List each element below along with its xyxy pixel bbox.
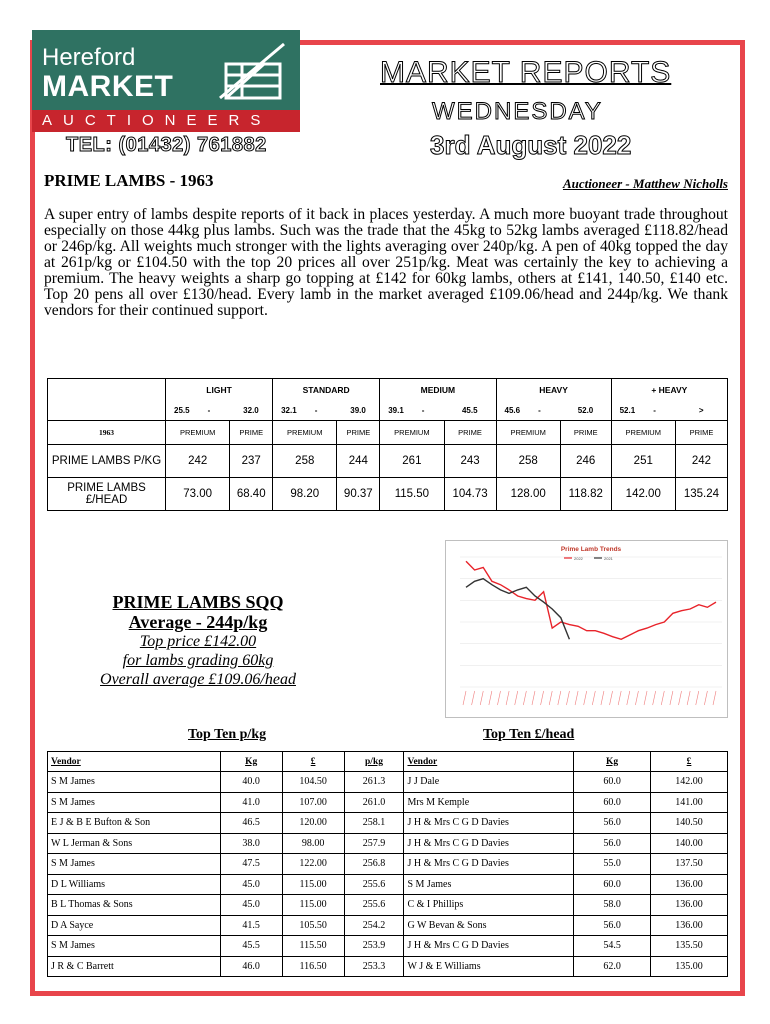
range-dash: - xyxy=(207,405,211,415)
x-tick-mark xyxy=(472,691,475,705)
head-value: 128.00 xyxy=(496,478,560,511)
head-value: 90.37 xyxy=(337,478,380,511)
pkg-cell: 253.3 xyxy=(344,956,404,977)
section-title: PRIME LAMBS - 1963 xyxy=(44,171,214,190)
range-from-cell xyxy=(166,401,230,421)
sqq-title: PRIME LAMBS SQQ xyxy=(112,592,284,612)
kg-cell: 40.0 xyxy=(220,772,282,793)
kg-2-cell: 56.0 xyxy=(574,813,651,834)
sqq-overall: Overall average £109.06/head xyxy=(100,671,296,688)
head-value: 142.00 xyxy=(611,478,675,511)
grade-premium: PREMIUM xyxy=(273,421,337,445)
kg-cell: 41.5 xyxy=(220,915,282,936)
x-tick-mark xyxy=(532,691,535,705)
gate-icon xyxy=(212,38,288,104)
x-tick-mark xyxy=(515,691,518,705)
pkg-cell: 261.3 xyxy=(344,772,404,793)
vendor-cell: D L Williams xyxy=(48,874,221,895)
head-value: 73.00 xyxy=(166,478,230,511)
pkg-value: 258 xyxy=(273,445,337,478)
pkg-value: 246 xyxy=(560,445,611,478)
head-value: 68.40 xyxy=(230,478,273,511)
table-row xyxy=(48,833,728,854)
x-tick-mark xyxy=(558,691,561,705)
kg-2-cell: 60.0 xyxy=(574,874,651,895)
price-2-cell: 140.50 xyxy=(651,813,728,834)
pkg-value: 251 xyxy=(611,445,675,478)
table-row xyxy=(48,792,728,813)
price-cell: 105.50 xyxy=(282,915,344,936)
x-tick-mark xyxy=(523,691,526,705)
range-dash: - xyxy=(653,405,656,415)
x-tick-mark xyxy=(584,691,587,705)
range-from-cell xyxy=(496,401,560,421)
header-vendor: Vendor xyxy=(48,752,221,772)
price-cell: 115.50 xyxy=(282,936,344,957)
range-from-cell xyxy=(380,401,444,421)
vendor-cell: J R & C Barrett xyxy=(48,956,221,977)
price-2-cell: 135.00 xyxy=(651,956,728,977)
x-tick-mark xyxy=(506,691,509,705)
vendor-2-cell: W J & E Williams xyxy=(404,956,574,977)
x-tick-mark xyxy=(704,691,707,705)
pkg-value: 261 xyxy=(380,445,444,478)
report-date: 3rd August 2022 xyxy=(430,130,632,160)
group-heavy: HEAVY xyxy=(496,379,611,401)
vendor-2-cell: G W Bevan & Sons xyxy=(404,915,574,936)
vendor-2-cell: J H & Mrs C G D Davies xyxy=(404,854,574,875)
vendor-cell: S M James xyxy=(48,936,221,957)
price-cell: 115.00 xyxy=(282,874,344,895)
pkg-cell: 255.6 xyxy=(344,895,404,916)
price-table-corner xyxy=(48,379,166,421)
auctioneer-name: Auctioneer - Matthew Nicholls xyxy=(562,176,728,191)
range-to: 39.0 xyxy=(350,405,366,415)
x-tick-mark xyxy=(713,691,716,705)
price-2-cell: 141.00 xyxy=(651,792,728,813)
pkg-cell: 257.9 xyxy=(344,833,404,854)
table-row xyxy=(48,854,728,875)
kg-cell: 38.0 xyxy=(220,833,282,854)
x-tick-mark xyxy=(575,691,578,705)
trend-chart xyxy=(445,540,728,718)
x-tick-mark xyxy=(463,691,466,705)
head-row-label: PRIME LAMBS £/HEAD xyxy=(48,478,166,511)
price-2-cell: 137.50 xyxy=(651,854,728,875)
kg-2-cell: 58.0 xyxy=(574,895,651,916)
pkg-value: 243 xyxy=(444,445,496,478)
head-value: 98.20 xyxy=(273,478,337,511)
price-table-year: 1963 xyxy=(48,421,166,445)
legend-label: 2022 xyxy=(574,556,583,561)
price-2-cell: 136.00 xyxy=(651,895,728,916)
kg-cell: 45.0 xyxy=(220,874,282,895)
x-tick-mark xyxy=(610,691,613,705)
header-kg-2: Kg xyxy=(574,752,651,772)
pkg-cell: 255.6 xyxy=(344,874,404,895)
head-value: 135.24 xyxy=(675,478,727,511)
logo-band xyxy=(32,110,300,132)
x-tick-mark xyxy=(618,691,621,705)
group-plus-heavy: + HEAVY xyxy=(611,379,727,401)
series-line xyxy=(466,579,569,640)
kg-2-cell: 60.0 xyxy=(574,772,651,793)
head-value: 118.82 xyxy=(560,478,611,511)
vendor-cell: D A Sayce xyxy=(48,915,221,936)
table-row xyxy=(48,915,728,936)
head-value: 115.50 xyxy=(380,478,444,511)
vendor-cell: B L Thomas & Sons xyxy=(48,895,221,916)
range-dash: - xyxy=(421,405,425,415)
x-tick-mark xyxy=(592,691,595,705)
report-title: MARKET REPORTS xyxy=(380,56,672,89)
header-gbp: £ xyxy=(282,752,344,772)
vendor-2-cell: J H & Mrs C G D Davies xyxy=(404,833,574,854)
head-row xyxy=(48,478,728,511)
table-row xyxy=(48,874,728,895)
pkg-value: 237 xyxy=(230,445,273,478)
price-2-cell: 136.00 xyxy=(651,915,728,936)
vendor-2-cell: S M James xyxy=(404,874,574,895)
table-row xyxy=(48,936,728,957)
logo-line-2: MARKET xyxy=(42,70,174,103)
vendor-cell: S M James xyxy=(48,854,221,875)
x-tick-mark xyxy=(541,691,544,705)
range-from: 52.1 xyxy=(619,405,636,415)
grade-premium: PREMIUM xyxy=(166,421,230,445)
range-to: 52.0 xyxy=(577,405,594,415)
range-from: 45.6 xyxy=(504,405,521,415)
x-tick-mark xyxy=(670,691,673,705)
sqq-summary xyxy=(60,592,336,689)
x-tick-mark xyxy=(653,691,656,705)
range-to-cell xyxy=(675,401,727,421)
logo-band-text: AUCTIONEERS xyxy=(42,112,272,129)
sqq-grading: for lambs grading 60kg xyxy=(122,652,274,669)
range-to-cell xyxy=(230,401,273,421)
price-2-cell: 140.00 xyxy=(651,833,728,854)
price-cell: 115.00 xyxy=(282,895,344,916)
telephone: TEL: (01432) 761882 xyxy=(66,134,267,156)
price-cell: 122.00 xyxy=(282,854,344,875)
kg-2-cell: 60.0 xyxy=(574,792,651,813)
vendor-cell: E J & B E Bufton & Son xyxy=(48,813,221,834)
report-day: WEDNESDAY xyxy=(432,98,603,125)
table-row xyxy=(48,813,728,834)
grade-prime: PRIME xyxy=(675,421,727,445)
header-gbp-2: £ xyxy=(651,752,728,772)
range-to: 32.0 xyxy=(243,405,259,415)
pkg-cell: 254.2 xyxy=(344,915,404,936)
head-value: 104.73 xyxy=(444,478,496,511)
x-tick-mark xyxy=(687,691,690,705)
vendor-2-cell: Mrs M Kemple xyxy=(404,792,574,813)
x-tick-mark xyxy=(661,691,664,705)
grade-prime: PRIME xyxy=(337,421,380,445)
range-from: 39.1 xyxy=(388,405,404,415)
x-tick-mark xyxy=(566,691,569,705)
x-tick-mark xyxy=(627,691,630,705)
range-from-cell xyxy=(273,401,337,421)
logo-line-1: Hereford xyxy=(42,44,136,71)
trend-chart-svg xyxy=(446,541,727,717)
sqq-top-price: Top price £142.00 xyxy=(139,633,257,650)
range-from: 32.1 xyxy=(281,405,297,415)
price-cell: 98.00 xyxy=(282,833,344,854)
kg-cell: 45.0 xyxy=(220,895,282,916)
pkg-cell: 258.1 xyxy=(344,813,404,834)
kg-cell: 41.0 xyxy=(220,792,282,813)
pkg-value: 244 xyxy=(337,445,380,478)
price-2-cell: 142.00 xyxy=(651,772,728,793)
vendor-2-cell: J H & Mrs C G D Davies xyxy=(404,936,574,957)
header-pkg: p/kg xyxy=(344,752,404,772)
vendor-cell: W L Jerman & Sons xyxy=(48,833,221,854)
top-ten-head-title: Top Ten £/head xyxy=(483,727,575,742)
pkg-value: 242 xyxy=(675,445,727,478)
price-2-cell: 136.00 xyxy=(651,874,728,895)
kg-2-cell: 56.0 xyxy=(574,915,651,936)
price-table xyxy=(47,378,728,511)
range-dash: - xyxy=(314,405,318,415)
x-tick-mark xyxy=(679,691,682,705)
kg-cell: 46.5 xyxy=(220,813,282,834)
x-tick-mark xyxy=(480,691,483,705)
vendor-cell: S M James xyxy=(48,792,221,813)
pkg-value: 258 xyxy=(496,445,560,478)
range-to: > xyxy=(698,405,704,415)
report-text: A super entry of lambs despite reports of it back in places yesterday. A much more buoyant trade throughout especially on those 44kg plus lambs. Such was the trade that the 45kg to 52kg lambs averaged £118.82/head or 246p/kg. All weights much stronger with the lights averaging over 240p/kg. A pen of 40kg topped the day at 261p/kg or £104.50 with the top 20 prices all over 251p/kg. Meat was certainly the key to achieving a premium. The heavy weights a sharp go topping at £142 for 60kg lambs, others at £141, 140.50, £140 etc. Top 20 pens all over £130/head. Every lamb in the market averaged £109.06/head and 244p/kg. We thank vendors for their continued support. xyxy=(44,206,728,319)
x-tick-mark xyxy=(549,691,552,705)
price-cell: 104.50 xyxy=(282,772,344,793)
pkg-cell: 261.0 xyxy=(344,792,404,813)
legend-label: 2021 xyxy=(604,556,613,561)
grade-prime: PRIME xyxy=(230,421,273,445)
grade-premium: PREMIUM xyxy=(611,421,675,445)
table-row xyxy=(48,895,728,916)
vendor-2-cell: J J Dale xyxy=(404,772,574,793)
pkg-row xyxy=(48,445,728,478)
kg-cell: 47.5 xyxy=(220,854,282,875)
range-from-cell xyxy=(611,401,675,421)
range-to-cell xyxy=(560,401,611,421)
grade-prime: PRIME xyxy=(560,421,611,445)
pkg-value: 242 xyxy=(166,445,230,478)
x-tick-mark xyxy=(696,691,699,705)
kg-2-cell: 56.0 xyxy=(574,833,651,854)
top-ten-pkg-title: Top Ten p/kg xyxy=(188,727,267,742)
pkg-cell: 256.8 xyxy=(344,854,404,875)
range-to-cell xyxy=(337,401,380,421)
range-dash: - xyxy=(538,405,541,415)
range-from: 25.5 xyxy=(174,405,190,415)
kg-2-cell: 54.5 xyxy=(574,936,651,957)
top-ten-table xyxy=(47,751,728,977)
table-row xyxy=(48,956,728,977)
x-tick-mark xyxy=(497,691,500,705)
pkg-cell: 253.9 xyxy=(344,936,404,957)
x-tick-mark xyxy=(489,691,492,705)
group-light: LIGHT xyxy=(166,379,273,401)
grade-prime: PRIME xyxy=(444,421,496,445)
table-row xyxy=(48,772,728,793)
kg-cell: 46.0 xyxy=(220,956,282,977)
company-logo xyxy=(32,30,300,132)
header-vendor-2: Vendor xyxy=(404,752,574,772)
chart-title: Prime Lamb Trends xyxy=(560,546,622,553)
vendor-cell: S M James xyxy=(48,772,221,793)
x-tick-mark xyxy=(635,691,638,705)
kg-cell: 45.5 xyxy=(220,936,282,957)
sqq-average: Average - 244p/kg xyxy=(128,612,268,632)
grade-row xyxy=(48,421,728,445)
vendor-2-cell: J H & Mrs C G D Davies xyxy=(404,813,574,834)
price-cell: 120.00 xyxy=(282,813,344,834)
grade-premium: PREMIUM xyxy=(380,421,444,445)
range-to-cell xyxy=(444,401,496,421)
kg-2-cell: 62.0 xyxy=(574,956,651,977)
top-ten-header xyxy=(48,752,728,772)
range-to: 45.5 xyxy=(461,405,478,415)
pkg-row-label: PRIME LAMBS P/KG xyxy=(48,445,166,478)
price-cell: 116.50 xyxy=(282,956,344,977)
vendor-2-cell: C & I Phillips xyxy=(404,895,574,916)
group-medium: MEDIUM xyxy=(380,379,496,401)
header-kg: Kg xyxy=(220,752,282,772)
grade-premium: PREMIUM xyxy=(496,421,560,445)
kg-2-cell: 55.0 xyxy=(574,854,651,875)
x-tick-mark xyxy=(601,691,604,705)
price-cell: 107.00 xyxy=(282,792,344,813)
group-standard: STANDARD xyxy=(273,379,380,401)
price-2-cell: 135.50 xyxy=(651,936,728,957)
x-tick-mark xyxy=(644,691,647,705)
